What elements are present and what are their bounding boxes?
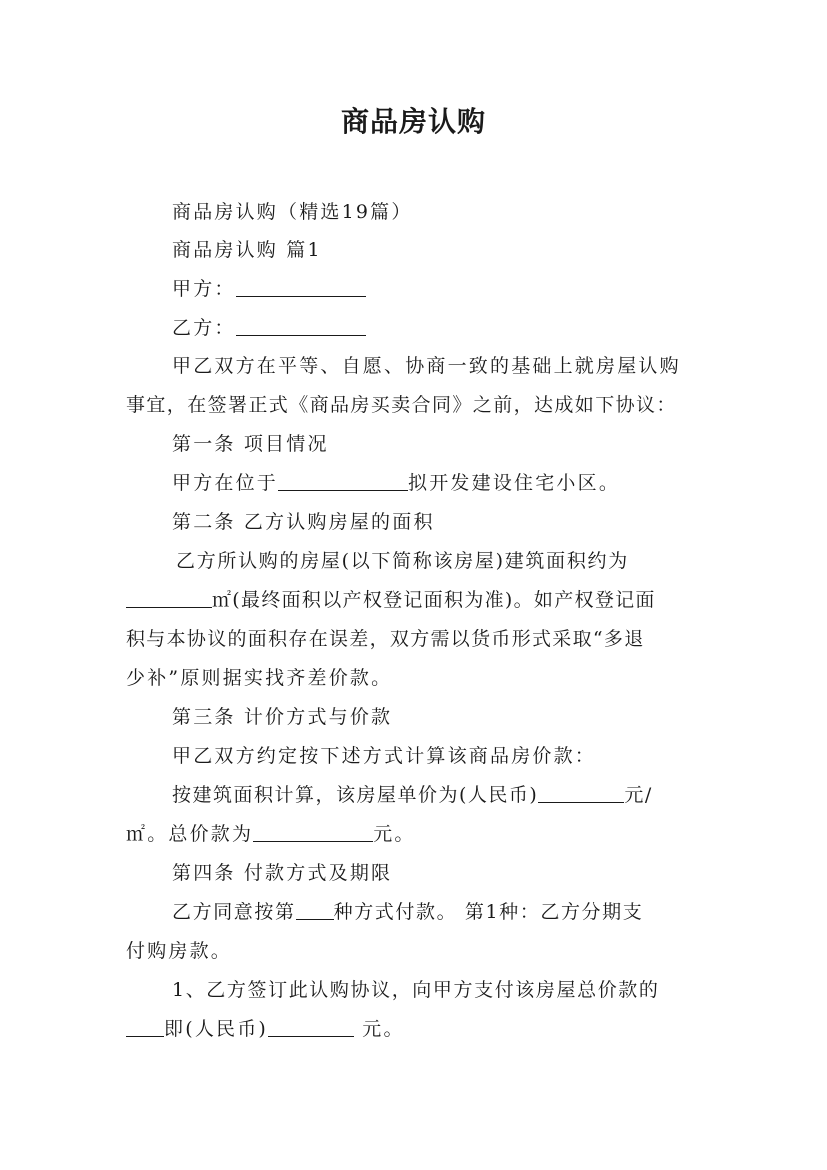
- article-3-line-2-text-b: 元/: [624, 784, 653, 806]
- article-2-line-2-text: ㎡(最终面积以产权登记面积为准)。如产权登记面: [212, 589, 656, 611]
- article-3-line-1: 甲乙双方约定按下述方式计算该商品房价款：: [172, 745, 597, 767]
- article-3-line-3: [126, 821, 416, 847]
- article-3-line-3-text-b: 元。: [373, 823, 416, 845]
- article-2-line-1: 乙方所认购的房屋(以下简称该房屋)建筑面积约为: [176, 550, 629, 572]
- article-3-line-2-text-a: 按建筑面积计算，该房屋单价为(人民币): [172, 784, 539, 806]
- party-b-blank: [236, 315, 366, 336]
- item-1-line-2: [126, 1016, 405, 1042]
- article-3-line-3-text-a: ㎡。总价款为: [126, 823, 254, 845]
- subtitle: 商品房认购（精选19篇）: [172, 201, 413, 223]
- percent-blank: [126, 1016, 164, 1037]
- area-blank: [126, 587, 212, 608]
- item-1-line-2-text-c: 元。: [354, 1018, 405, 1040]
- intro-line-2: 事宜，在签署正式《商品房买卖合同》之前，达成如下协议：: [126, 394, 677, 416]
- article-2-line-3: 积与本协议的面积存在误差，双方需以货币形式采取“多退: [126, 628, 645, 650]
- item-1-line-2-text-b: 即(人民币): [164, 1018, 269, 1040]
- article-4-line-2: 付购房款。: [126, 940, 233, 962]
- article-1-text-b: 拟开发建设住宅小区。: [408, 472, 621, 494]
- article-3-line-2: [172, 782, 653, 808]
- party-b-line: [172, 315, 366, 341]
- party-a-label: 甲方：: [172, 278, 236, 300]
- project-location-blank: [278, 470, 408, 491]
- article-2-line-2: [126, 587, 656, 613]
- intro-line-1: 甲乙双方在平等、自愿、协商一致的基础上就房屋认购: [172, 355, 681, 377]
- section-heading: 商品房认购 篇1: [172, 239, 322, 261]
- article-4-line-1: [172, 899, 643, 925]
- party-b-label: 乙方：: [172, 317, 236, 339]
- article-1-text-a: 甲方在位于: [172, 472, 279, 494]
- item-1-line-1: 1、乙方签订此认购协议，向甲方支付该房屋总价款的: [172, 979, 660, 1001]
- party-a-line: [172, 276, 366, 302]
- article-1-heading: 第一条 项目情况: [172, 433, 329, 455]
- article-4-line-1-text-b: 种方式付款。 第1种：乙方分期支: [333, 901, 644, 923]
- document-title: 商品房认购: [340, 105, 486, 138]
- article-1-text: [172, 470, 620, 496]
- article-2-line-4: 少补”原则据实找齐差价款。: [126, 667, 393, 689]
- article-2-heading: 第二条 乙方认购房屋的面积: [172, 511, 435, 533]
- payment-method-blank: [296, 899, 334, 920]
- amount-blank: [268, 1016, 354, 1037]
- party-a-blank: [236, 276, 366, 297]
- unit-price-blank: [538, 782, 624, 803]
- article-4-line-1-text-a: 乙方同意按第: [172, 901, 296, 923]
- article-4-heading: 第四条 付款方式及期限: [172, 862, 393, 884]
- total-price-blank: [253, 821, 373, 842]
- article-3-heading: 第三条 计价方式与价款: [172, 706, 393, 728]
